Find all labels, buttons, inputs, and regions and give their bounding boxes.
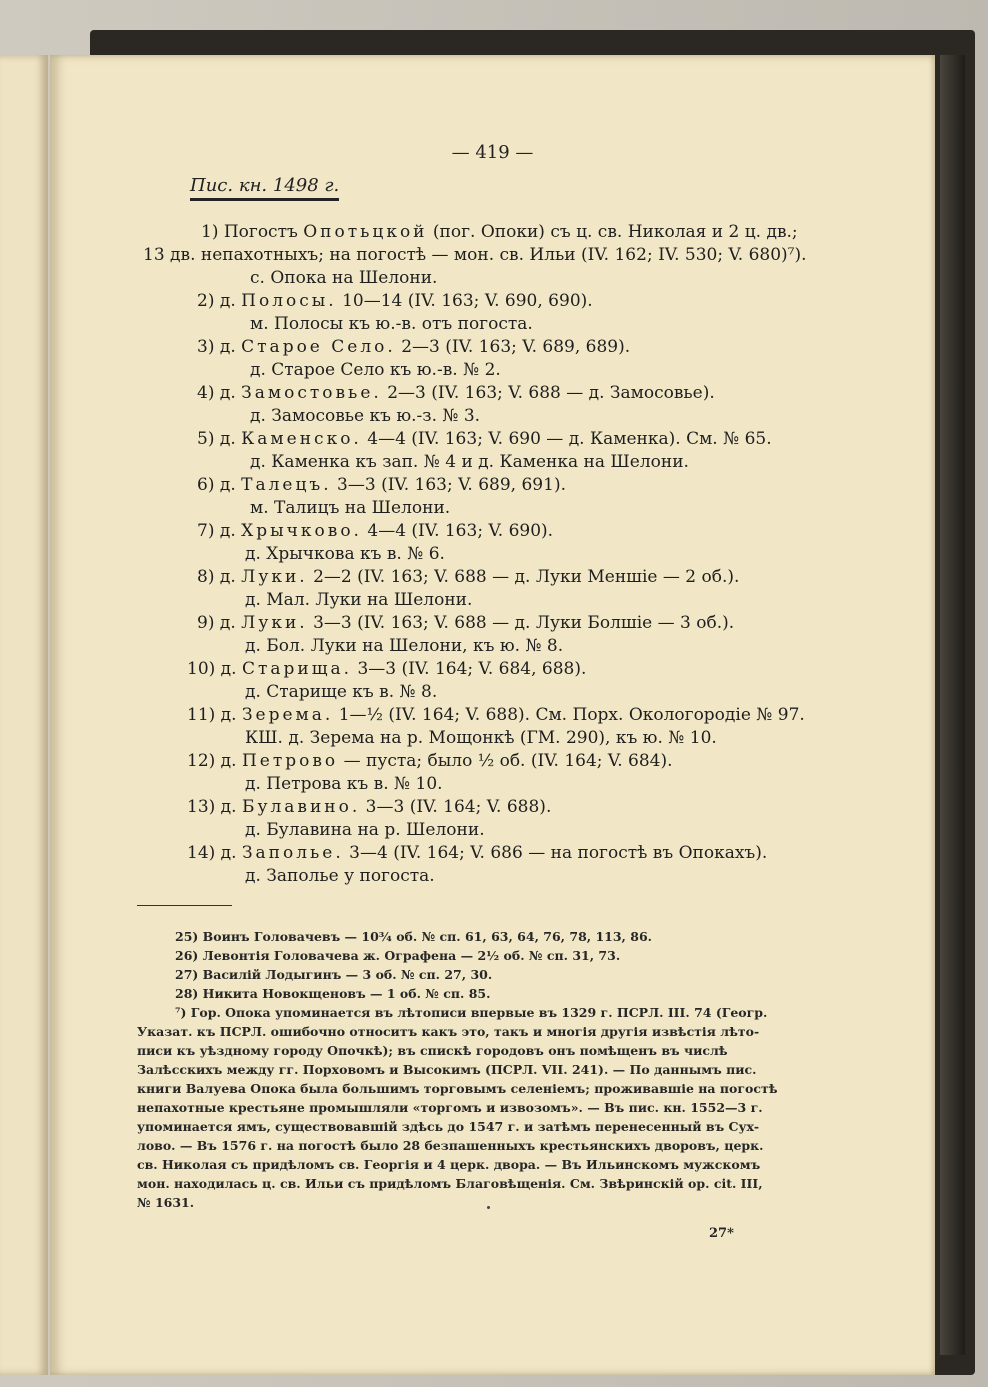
entry-location: д. Мал. Луки на Шелони.	[245, 590, 473, 610]
footnote: 27) Василій Лодыгинъ — 3 об. № сп. 27, 30.	[175, 967, 493, 982]
entries-list	[50, 55, 935, 955]
entry-location: д. Старое Село къ ю.-в. № 2.	[250, 360, 501, 380]
entry-line: 5) д. Каменско. 4—4 (IV. 163; V. 690 — д. Каменка). См. № 65.	[197, 429, 772, 449]
entry-location: м. Полосы къ ю.-в. отъ погоста.	[250, 314, 533, 334]
note-line: № 1631.	[137, 1195, 195, 1210]
note-line: писи къ уѣздному городу Опочкѣ); въ спискѣ городовъ онъ помѣщенъ въ числѣ	[137, 1043, 728, 1058]
entry-line: 10) д. Старища. 3—3 (IV. 164; V. 684, 688).	[187, 659, 587, 679]
entry-line: 7) д. Хрычково. 4—4 (IV. 163; V. 690).	[197, 521, 554, 541]
footnote: 28) Никита Новокщеновъ — 1 об. № сп. 85.	[175, 986, 491, 1001]
entry-location: д. Петрова къ в. № 10.	[245, 774, 443, 794]
footnote-divider	[137, 905, 232, 906]
entry-line: 1) Погостъ Опотьцкой (пог. Опоки) съ ц. св. Николая и 2 ц. дв.;	[201, 222, 798, 242]
book-page	[50, 55, 935, 1375]
entry-line: 9) д. Луки. 3—3 (IV. 163; V. 688 — д. Луки Болшіе — 3 об.).	[197, 613, 735, 633]
note-line: св. Николая съ придѣломъ св. Георгія и 4 церк. двора. — Въ Ильинскомъ мужскомъ	[137, 1157, 761, 1172]
note-line: Залѣсскихъ между гг. Порховомъ и Высокимъ (ПСРЛ. VII. 241). — По даннымъ пис.	[137, 1062, 757, 1077]
note-line: упоминается ямъ, существовавшій здѣсь до 1547 г. и затѣмъ перенесенный въ Сух-	[137, 1119, 760, 1134]
entry-line: 12) д. Петрово — пуста; было ½ об. (IV. 164; V. 684).	[187, 751, 673, 771]
footnote: 25) Воинъ Головачевъ — 10¾ об. № сп. 61, 63, 64, 76, 78, 113, 86.	[175, 929, 653, 944]
note-line: ⁷) Гор. Опока упоминается въ лѣтописи впервые въ 1329 г. ПСРЛ. III. 74 (Геогр.	[175, 1005, 768, 1020]
entry-line: 4) д. Замостовье. 2—3 (IV. 163; V. 688 — д. Замосовье).	[197, 383, 715, 403]
left-page-edge	[0, 55, 48, 1375]
note-line: мон. находилась ц. св. Ильи съ придѣломъ Благовѣщенія. См. Звѣринскій ор. cit. III,	[137, 1176, 763, 1191]
entry-line: 13) д. Булавино. 3—3 (IV. 164; V. 688).	[187, 797, 552, 817]
entry-location: д. Бол. Луки на Шелони, къ ю. № 8.	[245, 636, 564, 656]
entry-location: д. Каменка къ зап. № 4 и д. Каменка на Шелони.	[250, 452, 689, 472]
note-line: лово. — Въ 1576 г. на погостѣ было 28 безпашенныхъ крестьянскихъ дворовъ, церк.	[137, 1138, 764, 1153]
cover-edge	[940, 55, 965, 1355]
entry-line: 3) д. Старое Село. 2—3 (IV. 163; V. 689, 689).	[197, 337, 631, 357]
page-number: — 419 —	[451, 142, 534, 163]
entry-location: д. Булавина на р. Шелони.	[245, 820, 485, 840]
note-line: Указат. къ ПСРЛ. ошибочно относитъ какъ это, такъ и многія другія извѣстія лѣто-	[137, 1024, 760, 1039]
entry-location: д. Хрычкова къ в. № 6.	[245, 544, 445, 564]
entry-location: м. Талицъ на Шелони.	[250, 498, 451, 518]
footnote: 26) Левонтія Головачева ж. Ографена — 2½ об. № сп. 31, 73.	[175, 948, 621, 963]
entry-line: 6) д. Талецъ. 3—3 (IV. 163; V. 689, 691).	[197, 475, 566, 495]
entry-line: 14) д. Заполье. 3—4 (IV. 164; V. 686 — на погостѣ въ Опокахъ).	[187, 843, 768, 863]
note-line: непахотные крестьяне промышляли «торгомъ и извозомъ». — Въ пис. кн. 1552—3 г.	[137, 1100, 763, 1115]
note-line: книги Валуева Опока была большимъ торговымъ селеніемъ; проживавшіе на погостѣ	[137, 1081, 778, 1096]
entry-location: с. Опока на Шелони.	[250, 268, 438, 288]
entry-line: 8) д. Луки. 2—2 (IV. 163; V. 688 — д. Луки Меншіе — 2 об.).	[197, 567, 740, 587]
entry-line: 2) д. Полосы. 10—14 (IV. 163; V. 690, 690).	[197, 291, 593, 311]
entry-location: д. Старище къ в. № 8.	[245, 682, 438, 702]
entry-location: д. Замосовье къ ю.-з. № 3.	[250, 406, 481, 426]
entry-line: 13 дв. непахотныхъ; на погостѣ — мон. св. Ильи (IV. 162; IV. 530; V. 680)⁷).	[143, 245, 807, 265]
entry-location: д. Заполье у погоста.	[245, 866, 435, 886]
section-heading: Пис. кн. 1498 г.	[190, 175, 339, 201]
entry-line: 11) д. Зерема. 1—½ (IV. 164; V. 688). См. Порх. Окологородіе № 97.	[187, 705, 805, 725]
entry-location: КШ. д. Зерема на р. Мощонкѣ (ГМ. 290), къ ю. № 10.	[245, 728, 717, 748]
ink-speck	[487, 1206, 490, 1209]
signature-mark: 27*	[709, 1226, 734, 1241]
